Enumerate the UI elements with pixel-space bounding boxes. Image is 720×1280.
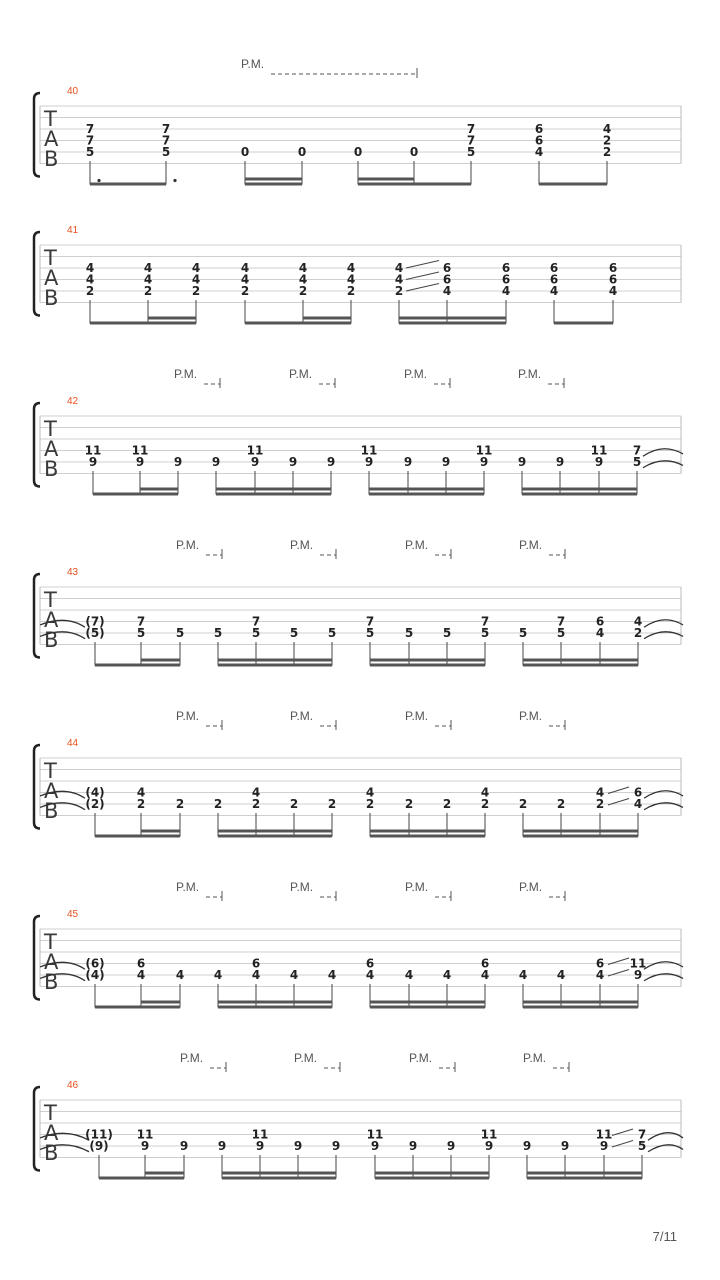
fret-number: 7 <box>466 133 476 148</box>
fret-number: 5 <box>251 626 261 640</box>
beam-secondary <box>218 659 332 662</box>
palm-mute-label: P.M. <box>409 1051 433 1065</box>
fret-number: 5 <box>518 626 528 640</box>
fret-number: 7 <box>85 133 95 148</box>
measure-number: 44 <box>67 738 79 749</box>
palm-mute-label: P.M. <box>518 367 542 381</box>
beam-primary <box>370 835 485 838</box>
fret-number: 7 <box>466 122 476 136</box>
fret-number: 6 <box>549 272 559 287</box>
fret-number: 4 <box>365 968 375 982</box>
fret-number: 2 <box>327 797 337 811</box>
beam-primary <box>369 493 484 496</box>
measure-number: 42 <box>67 396 79 407</box>
tie-out <box>643 449 683 457</box>
fret-number: 9 <box>517 455 527 469</box>
fret-number: (11) <box>85 1127 113 1142</box>
tab-clef-letter: T <box>44 417 57 441</box>
fret-number: 9 <box>364 455 374 469</box>
fret-number: 5 <box>480 626 490 640</box>
system-bracket <box>34 916 40 1000</box>
fret-number: 7 <box>251 614 261 629</box>
fret-number: 11 <box>136 1127 154 1142</box>
fret-number: 6 <box>501 272 511 287</box>
beam-primary <box>399 322 506 325</box>
beam-secondary <box>523 659 638 662</box>
beam-primary <box>222 1177 336 1180</box>
tab-clef-letter: A <box>44 1121 59 1145</box>
beam-primary <box>218 664 332 667</box>
fret-number: 9 <box>255 1139 265 1153</box>
system-bracket <box>34 403 40 487</box>
fret-number: 2 <box>602 133 612 148</box>
fret-number: 2 <box>602 145 612 159</box>
fret-number: 9 <box>331 1139 341 1153</box>
fret-number: 6 <box>442 272 452 287</box>
palm-mute-label: P.M. <box>289 367 313 381</box>
tab-system <box>34 225 681 325</box>
beam-secondary <box>523 1001 638 1004</box>
rhythm-dot <box>97 179 100 182</box>
tab-clef-letter: A <box>44 437 59 461</box>
fret-number: 7 <box>136 614 146 629</box>
fret-number: 5 <box>632 455 642 469</box>
measure-number: 43 <box>67 567 79 578</box>
beam-primary <box>539 183 607 186</box>
tab-system <box>34 1051 683 1180</box>
fret-number: (9) <box>89 1139 109 1153</box>
fret-number: 7 <box>632 443 642 458</box>
fret-number: 2 <box>480 797 490 811</box>
fret-number: 4 <box>346 261 356 275</box>
fret-number: 4 <box>595 968 605 982</box>
measure-number: 41 <box>67 225 79 236</box>
fret-number: 4 <box>442 284 452 298</box>
fret-number: 9 <box>211 455 221 469</box>
beam-secondary <box>245 178 302 181</box>
beam-primary <box>527 1177 642 1180</box>
measure-number: 46 <box>67 1080 79 1091</box>
palm-mute-label: P.M. <box>405 709 429 723</box>
palm-mute-label: P.M. <box>290 538 314 552</box>
fret-number: 9 <box>326 455 336 469</box>
beam-primary <box>370 1006 485 1009</box>
beam-secondary <box>140 488 178 491</box>
beam-primary <box>93 493 178 496</box>
fret-number: 4 <box>394 261 404 275</box>
tab-clef-letter: A <box>44 950 59 974</box>
fret-number: 6 <box>608 272 618 287</box>
beam-primary <box>523 835 638 838</box>
fret-number: (4) <box>85 968 105 982</box>
beam-secondary <box>370 830 485 833</box>
fret-number: 2 <box>633 626 643 640</box>
fret-number: 4 <box>136 785 146 800</box>
fret-number: 5 <box>466 145 476 159</box>
beam-primary <box>218 835 332 838</box>
fret-number: 4 <box>136 968 146 982</box>
palm-mute-label: P.M. <box>176 538 200 552</box>
palm-mute-label: P.M. <box>176 880 200 894</box>
beam-secondary <box>141 830 180 833</box>
palm-mute-label: P.M. <box>174 367 198 381</box>
fret-number: (5) <box>85 626 105 640</box>
fret-number: 6 <box>534 133 544 148</box>
slide-line <box>406 272 439 280</box>
fret-number: 4 <box>298 272 308 287</box>
tie-out <box>648 1133 683 1141</box>
fret-number: (2) <box>85 797 105 811</box>
fret-number: 5 <box>327 626 337 640</box>
beam-primary <box>523 664 638 667</box>
tab-clef-letter: T <box>44 588 57 612</box>
fret-number: 4 <box>394 272 404 287</box>
beam-secondary <box>218 1001 332 1004</box>
beam-primary <box>245 322 351 325</box>
tab-clef-letter: B <box>44 628 59 652</box>
fret-number: 11 <box>131 443 149 458</box>
beam-primary <box>90 322 196 325</box>
tab-clef-letter: T <box>44 1101 57 1125</box>
slide-line <box>406 284 439 292</box>
fret-number: 4 <box>191 261 201 275</box>
fret-number: 6 <box>136 956 146 971</box>
fret-number: 4 <box>556 968 566 982</box>
beam-primary <box>358 183 471 186</box>
beam-primary <box>218 1006 332 1009</box>
fret-number: 4 <box>240 272 250 287</box>
measure-number: 40 <box>67 86 79 97</box>
fret-number: 11 <box>366 1127 384 1142</box>
tab-system <box>34 709 683 838</box>
beam-primary <box>523 1006 638 1009</box>
palm-mute-label: P.M. <box>405 880 429 894</box>
fret-number: 7 <box>556 614 566 629</box>
fret-number: 4 <box>595 626 605 640</box>
fret-number: 7 <box>365 614 375 629</box>
slide-line <box>406 261 439 269</box>
fret-number: 4 <box>85 261 95 275</box>
palm-mute-label: P.M. <box>241 57 265 71</box>
palm-mute-label: P.M. <box>405 538 429 552</box>
fret-number: 6 <box>633 785 643 800</box>
fret-number: 5 <box>136 626 146 640</box>
fret-number: 9 <box>408 1139 418 1153</box>
fret-number: 4 <box>289 968 299 982</box>
fret-number: 2 <box>175 797 185 811</box>
fret-number: 6 <box>442 261 452 275</box>
fret-number: 11 <box>251 1127 269 1142</box>
tab-system <box>34 880 683 1009</box>
tab-clef-letter: T <box>44 246 57 270</box>
tie-out <box>644 962 683 970</box>
fret-number: 9 <box>179 1139 189 1153</box>
fret-number: 5 <box>365 626 375 640</box>
tab-clef-letter: A <box>44 127 59 151</box>
tab-clef-letter: B <box>44 1141 59 1165</box>
palm-mute-label: P.M. <box>176 709 200 723</box>
fret-number: 4 <box>240 261 250 275</box>
beam-primary <box>375 1177 489 1180</box>
fret-number: 5 <box>404 626 414 640</box>
fret-number: 9 <box>173 455 183 469</box>
fret-number: 4 <box>480 785 490 800</box>
beam-primary <box>554 322 613 325</box>
fret-number: 6 <box>595 956 605 971</box>
tie-out <box>644 791 683 799</box>
palm-mute-label: P.M. <box>523 1051 547 1065</box>
beam-secondary <box>370 659 485 662</box>
beam-primary <box>99 1177 184 1180</box>
fret-number: 11 <box>475 443 493 458</box>
fret-number: 6 <box>251 956 261 971</box>
palm-mute-label: P.M. <box>294 1051 318 1065</box>
fret-number: 0 <box>353 145 363 159</box>
beam-secondary <box>218 830 332 833</box>
palm-mute-label: P.M. <box>290 709 314 723</box>
fret-number: 9 <box>633 968 643 982</box>
fret-number: 6 <box>534 122 544 136</box>
system-bracket <box>34 574 40 658</box>
beam-secondary <box>522 488 637 491</box>
fret-number: 4 <box>346 272 356 287</box>
fret-number: 4 <box>595 785 605 800</box>
fret-number: 9 <box>140 1139 150 1153</box>
fret-number: 5 <box>213 626 223 640</box>
fret-number: 5 <box>175 626 185 640</box>
fret-number: 4 <box>298 261 308 275</box>
fret-number: 9 <box>250 455 260 469</box>
fret-number: 9 <box>135 455 145 469</box>
palm-mute-label: P.M. <box>519 709 543 723</box>
system-bracket <box>34 745 40 829</box>
beam-primary <box>95 835 180 838</box>
fret-number: 2 <box>213 797 223 811</box>
fret-number: 4 <box>549 284 559 298</box>
fret-number: 11 <box>480 1127 498 1142</box>
fret-number: 9 <box>217 1139 227 1153</box>
fret-number: 4 <box>365 785 375 800</box>
fret-number: 5 <box>442 626 452 640</box>
fret-number: 9 <box>484 1139 494 1153</box>
fret-number: 5 <box>85 145 95 159</box>
fret-number: 2 <box>240 284 250 298</box>
beam-secondary <box>148 317 196 320</box>
tab-clef-letter: B <box>44 970 59 994</box>
fret-number: 4 <box>608 284 618 298</box>
tab-system <box>34 57 681 186</box>
beam-primary <box>216 493 331 496</box>
fret-number: 9 <box>403 455 413 469</box>
beam-secondary <box>216 488 331 491</box>
fret-number: 2 <box>442 797 452 811</box>
beam-primary <box>90 183 166 186</box>
fret-number: 4 <box>143 261 153 275</box>
fret-number: (4) <box>85 785 105 800</box>
fret-number: 7 <box>161 133 171 148</box>
fret-number: 5 <box>289 626 299 640</box>
fret-number: 9 <box>594 455 604 469</box>
fret-number: 11 <box>84 443 102 458</box>
fret-number: 6 <box>365 956 375 971</box>
fret-number: 9 <box>560 1139 570 1153</box>
fret-number: 2 <box>143 284 153 298</box>
fret-number: 2 <box>404 797 414 811</box>
fret-number: 7 <box>161 122 171 136</box>
fret-number: 2 <box>85 284 95 298</box>
fret-number: 0 <box>297 145 307 159</box>
fret-number: 2 <box>365 797 375 811</box>
beam-secondary <box>141 659 180 662</box>
beam-primary <box>370 664 485 667</box>
fret-number: 0 <box>409 145 419 159</box>
tab-clef-letter: A <box>44 779 59 803</box>
page-number: 7/11 <box>652 1229 677 1244</box>
fret-number: 4 <box>143 272 153 287</box>
system-bracket <box>34 93 40 177</box>
fret-number: 4 <box>633 614 643 629</box>
fret-number: 11 <box>590 443 608 458</box>
tab-clef-letter: B <box>44 286 59 310</box>
beam-primary <box>95 1006 180 1009</box>
fret-number: 4 <box>175 968 185 982</box>
tab-clef-letter: T <box>44 107 57 131</box>
fret-number: 2 <box>595 797 605 811</box>
fret-number: 4 <box>404 968 414 982</box>
fret-number: 9 <box>441 455 451 469</box>
fret-number: 7 <box>637 1127 647 1142</box>
fret-number: 2 <box>394 284 404 298</box>
fret-number: 11 <box>595 1127 613 1142</box>
fret-number: 4 <box>534 145 544 159</box>
beam-secondary <box>145 1172 184 1175</box>
palm-mute-label: P.M. <box>519 538 543 552</box>
beam-secondary <box>141 1001 180 1004</box>
fret-number: 4 <box>602 122 612 136</box>
fret-number: 4 <box>213 968 223 982</box>
tab-clef-letter: T <box>44 759 57 783</box>
beam-secondary <box>399 317 506 320</box>
fret-number: 9 <box>288 455 298 469</box>
fret-number: 2 <box>556 797 566 811</box>
tab-clef-letter: B <box>44 457 59 481</box>
beam-secondary <box>527 1172 642 1175</box>
fret-number: 9 <box>370 1139 380 1153</box>
fret-number: 6 <box>480 956 490 971</box>
fret-number: 4 <box>518 968 528 982</box>
fret-number: 4 <box>633 797 643 811</box>
fret-number: 4 <box>251 785 261 800</box>
palm-mute-label: P.M. <box>290 880 314 894</box>
system-bracket <box>34 1087 40 1171</box>
fret-number: 2 <box>298 284 308 298</box>
fret-number: 11 <box>360 443 378 458</box>
tab-clef-letter: B <box>44 799 59 823</box>
fret-number: 2 <box>346 284 356 298</box>
fret-number: 6 <box>501 261 511 275</box>
fret-number: 9 <box>555 455 565 469</box>
fret-number: 6 <box>595 614 605 629</box>
fret-number: 2 <box>191 284 201 298</box>
palm-mute-label: P.M. <box>180 1051 204 1065</box>
tab-system <box>34 538 683 667</box>
beam-primary <box>245 183 302 186</box>
fret-number: 9 <box>599 1139 609 1153</box>
fret-number: 6 <box>608 261 618 275</box>
fret-number: 4 <box>480 968 490 982</box>
fret-number: 9 <box>293 1139 303 1153</box>
fret-number: 2 <box>136 797 146 811</box>
beam-secondary <box>303 317 351 320</box>
rhythm-dot <box>173 179 176 182</box>
fret-number: 9 <box>88 455 98 469</box>
tab-clef-letter: A <box>44 266 59 290</box>
fret-number: 4 <box>85 272 95 287</box>
fret-number: 7 <box>85 122 95 136</box>
tab-clef-letter: B <box>44 147 59 171</box>
measure-number: 45 <box>67 909 79 920</box>
fret-number: 6 <box>549 261 559 275</box>
palm-mute-label: P.M. <box>404 367 428 381</box>
fret-number: 4 <box>327 968 337 982</box>
fret-number: 11 <box>629 956 647 971</box>
fret-number: (6) <box>85 956 105 971</box>
system-bracket <box>34 232 40 316</box>
palm-mute-label: P.M. <box>519 880 543 894</box>
tab-clef-letter: T <box>44 930 57 954</box>
beam-secondary <box>375 1172 489 1175</box>
fret-number: (7) <box>85 614 105 629</box>
beam-secondary <box>222 1172 336 1175</box>
fret-number: 5 <box>556 626 566 640</box>
tie-out <box>644 620 683 628</box>
fret-number: 7 <box>480 614 490 629</box>
fret-number: 4 <box>191 272 201 287</box>
fret-number: 4 <box>251 968 261 982</box>
fret-number: 2 <box>251 797 261 811</box>
beam-primary <box>522 493 637 496</box>
fret-number: 4 <box>501 284 511 298</box>
beam-secondary <box>358 178 414 181</box>
fret-number: 4 <box>442 968 452 982</box>
tab-system <box>34 367 683 496</box>
beam-secondary <box>369 488 484 491</box>
fret-number: 9 <box>522 1139 532 1153</box>
fret-number: 9 <box>479 455 489 469</box>
fret-number: 11 <box>246 443 264 458</box>
fret-number: 2 <box>289 797 299 811</box>
beam-secondary <box>523 830 638 833</box>
tab-clef-letter: A <box>44 608 59 632</box>
fret-number: 2 <box>518 797 528 811</box>
fret-number: 0 <box>240 145 250 159</box>
fret-number: 5 <box>161 145 171 159</box>
fret-number: 9 <box>446 1139 456 1153</box>
fret-number: 5 <box>637 1139 647 1153</box>
beam-primary <box>95 664 180 667</box>
beam-secondary <box>370 1001 485 1004</box>
